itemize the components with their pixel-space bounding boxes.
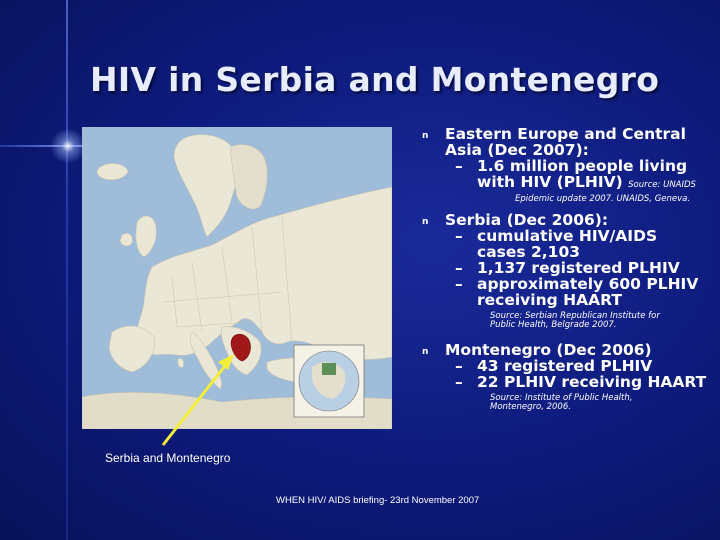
source-note: Source: Serbian Republican Institute for Public Health, Belgrade 2007. bbox=[490, 311, 660, 330]
sub-marker: – bbox=[455, 275, 463, 293]
bullet-heading: Montenegro (Dec 2006) bbox=[445, 341, 652, 359]
map-caption: Serbia and Montenegro bbox=[105, 451, 231, 465]
bullet-marker: n bbox=[422, 131, 429, 141]
bullet-marker: n bbox=[422, 217, 429, 227]
bullet-eastern-europe bbox=[420, 126, 710, 204]
slide-footer: WHEN HIV/ AIDS briefing- 23rd November 2007 bbox=[276, 495, 480, 506]
sub-marker: – bbox=[455, 373, 463, 391]
sub-marker: – bbox=[455, 259, 463, 277]
bullet-sub-item: 1,137 registered PLHIV bbox=[477, 259, 680, 277]
bullet-list bbox=[420, 126, 710, 412]
sub-marker: – bbox=[455, 357, 463, 375]
source-note: Source: Institute of Public Health, Montenegro, 2006. bbox=[490, 393, 633, 412]
inline-source: Source: UNAIDS bbox=[628, 180, 696, 190]
bullet-montenegro bbox=[420, 342, 710, 412]
source-note: Epidemic update 2007. UNAIDS, Geneva. bbox=[515, 194, 691, 204]
bullet-heading: Eastern Europe and Central Asia (Dec 2007): bbox=[445, 125, 686, 159]
bullet-marker: n bbox=[422, 347, 429, 357]
bullet-heading: Serbia (Dec 2006): bbox=[445, 211, 609, 229]
bullet-serbia bbox=[420, 212, 710, 330]
sub-marker: – bbox=[455, 227, 463, 245]
slide-title: HIV in Serbia and Montenegro bbox=[90, 60, 660, 99]
bullet-sub-item: 43 registered PLHIV bbox=[477, 357, 653, 375]
sub-marker: – bbox=[455, 157, 463, 175]
bullet-sub-item: approximately 600 PLHIV receiving HAART bbox=[477, 275, 699, 309]
bullet-sub-item: cumulative HIV/AIDS cases 2,103 bbox=[477, 227, 658, 261]
bullet-sub-item: 1.6 million people living with HIV (PLHIV) bbox=[477, 157, 688, 191]
bullet-sub-item: 22 PLHIV receiving HAART bbox=[477, 373, 707, 391]
